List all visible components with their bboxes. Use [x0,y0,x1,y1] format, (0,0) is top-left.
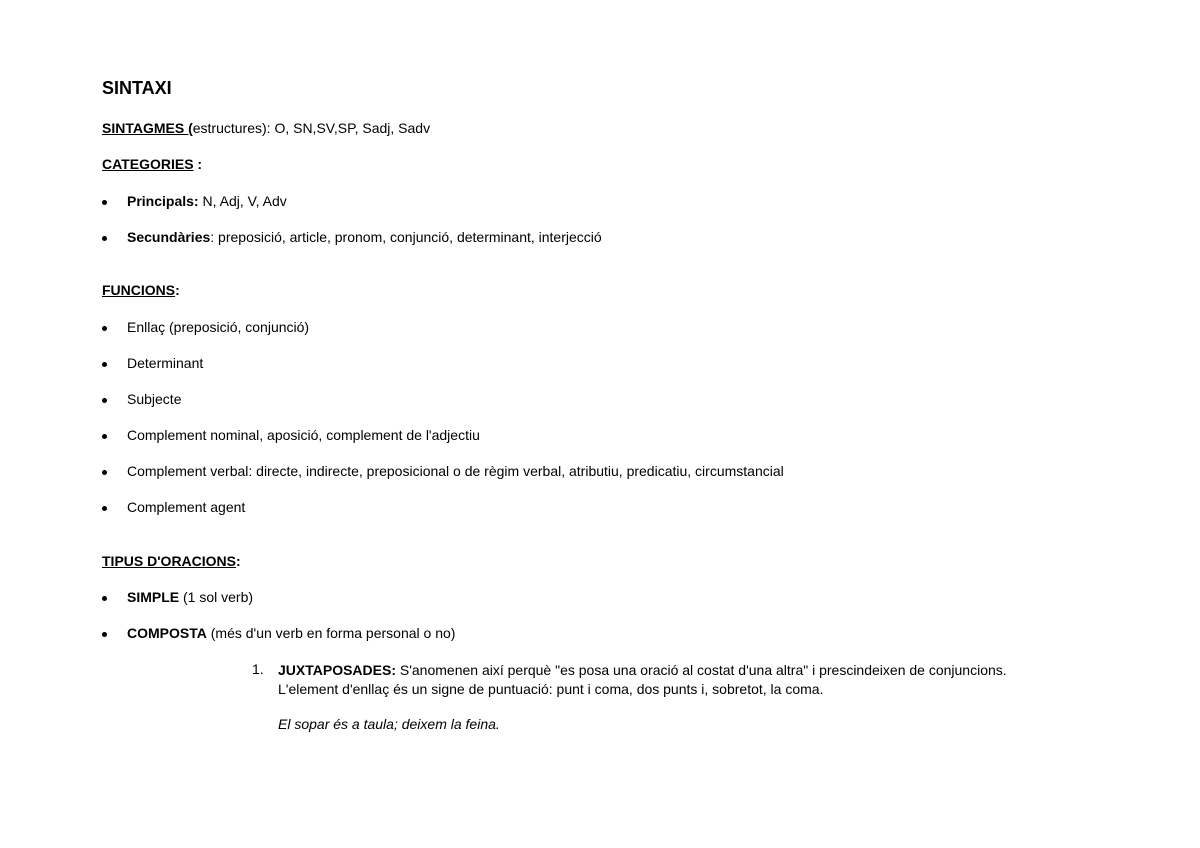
funcions-heading [102,282,180,298]
tipus-heading-colon: : [236,553,241,569]
sintagmes-line [102,120,430,136]
bullet-icon [102,236,107,241]
funcio-text: Complement nominal, aposició, complement de l'adjectiu [127,427,480,443]
bullet-icon [102,326,107,331]
category-label: Secundàries [127,229,211,245]
juxtaposades-label: JUXTAPOSADES: [278,662,396,678]
categories-heading [102,156,202,172]
bullet-icon [102,596,107,601]
bullet-icon [102,362,107,367]
tipus-text: (1 sol verb) [179,589,254,605]
category-text: N, Adj, V, Adv [198,193,287,209]
bullet-icon [102,200,107,205]
funcions-heading-colon: : [175,282,180,298]
funcio-text: Complement agent [127,499,246,515]
funcio-text: Complement verbal: directe, indirecte, preposicional o de règim verbal, atributiu, predicatiu, circumstancial [127,463,784,479]
example-sentence: El sopar és a taula; deixem la feina. [278,716,500,732]
bullet-icon [102,434,107,439]
tipus-label: SIMPLE [127,589,180,605]
tipus-heading [102,553,241,569]
funcions-heading-label: FUNCIONS [102,282,176,298]
category-label: Principals: [127,193,199,209]
juxtaposades-text: S'anomenen així perquè "es posa una oració al costat d'una altra" i prescindeixen de conjuncions. [395,662,1007,678]
tipus-heading-label: TIPUS D'ORACIONS [102,553,237,569]
categories-heading-colon: : [193,156,203,172]
page-title: SINTAXI [102,78,172,98]
sintagmes-label: SINTAGMES ( [102,120,193,136]
funcio-text: Subjecte [127,391,182,407]
juxtaposades-line-1 [278,661,1138,680]
bullet-icon [102,632,107,637]
bullet-icon [102,470,107,475]
bullet-icon [102,506,107,511]
category-text: : preposició, article, pronom, conjunció, determinant, interjecció [210,229,602,245]
item-number: 1. [252,661,264,677]
juxtaposades-line-2: L'element d'enllaç és un signe de puntuació: punt i coma, dos punts i, sobretot, la coma. [278,681,824,697]
tipus-label: COMPOSTA [127,625,207,641]
bullet-icon [102,398,107,403]
tipus-text: (més d'un verb en forma personal o no) [206,625,456,641]
funcio-text: Determinant [127,355,204,371]
funcio-text: Enllaç (preposició, conjunció) [127,319,310,335]
sintagmes-text: estructures): O, SN,SV,SP, Sadj, Sadv [192,120,431,136]
categories-heading-label: CATEGORIES [102,156,194,172]
